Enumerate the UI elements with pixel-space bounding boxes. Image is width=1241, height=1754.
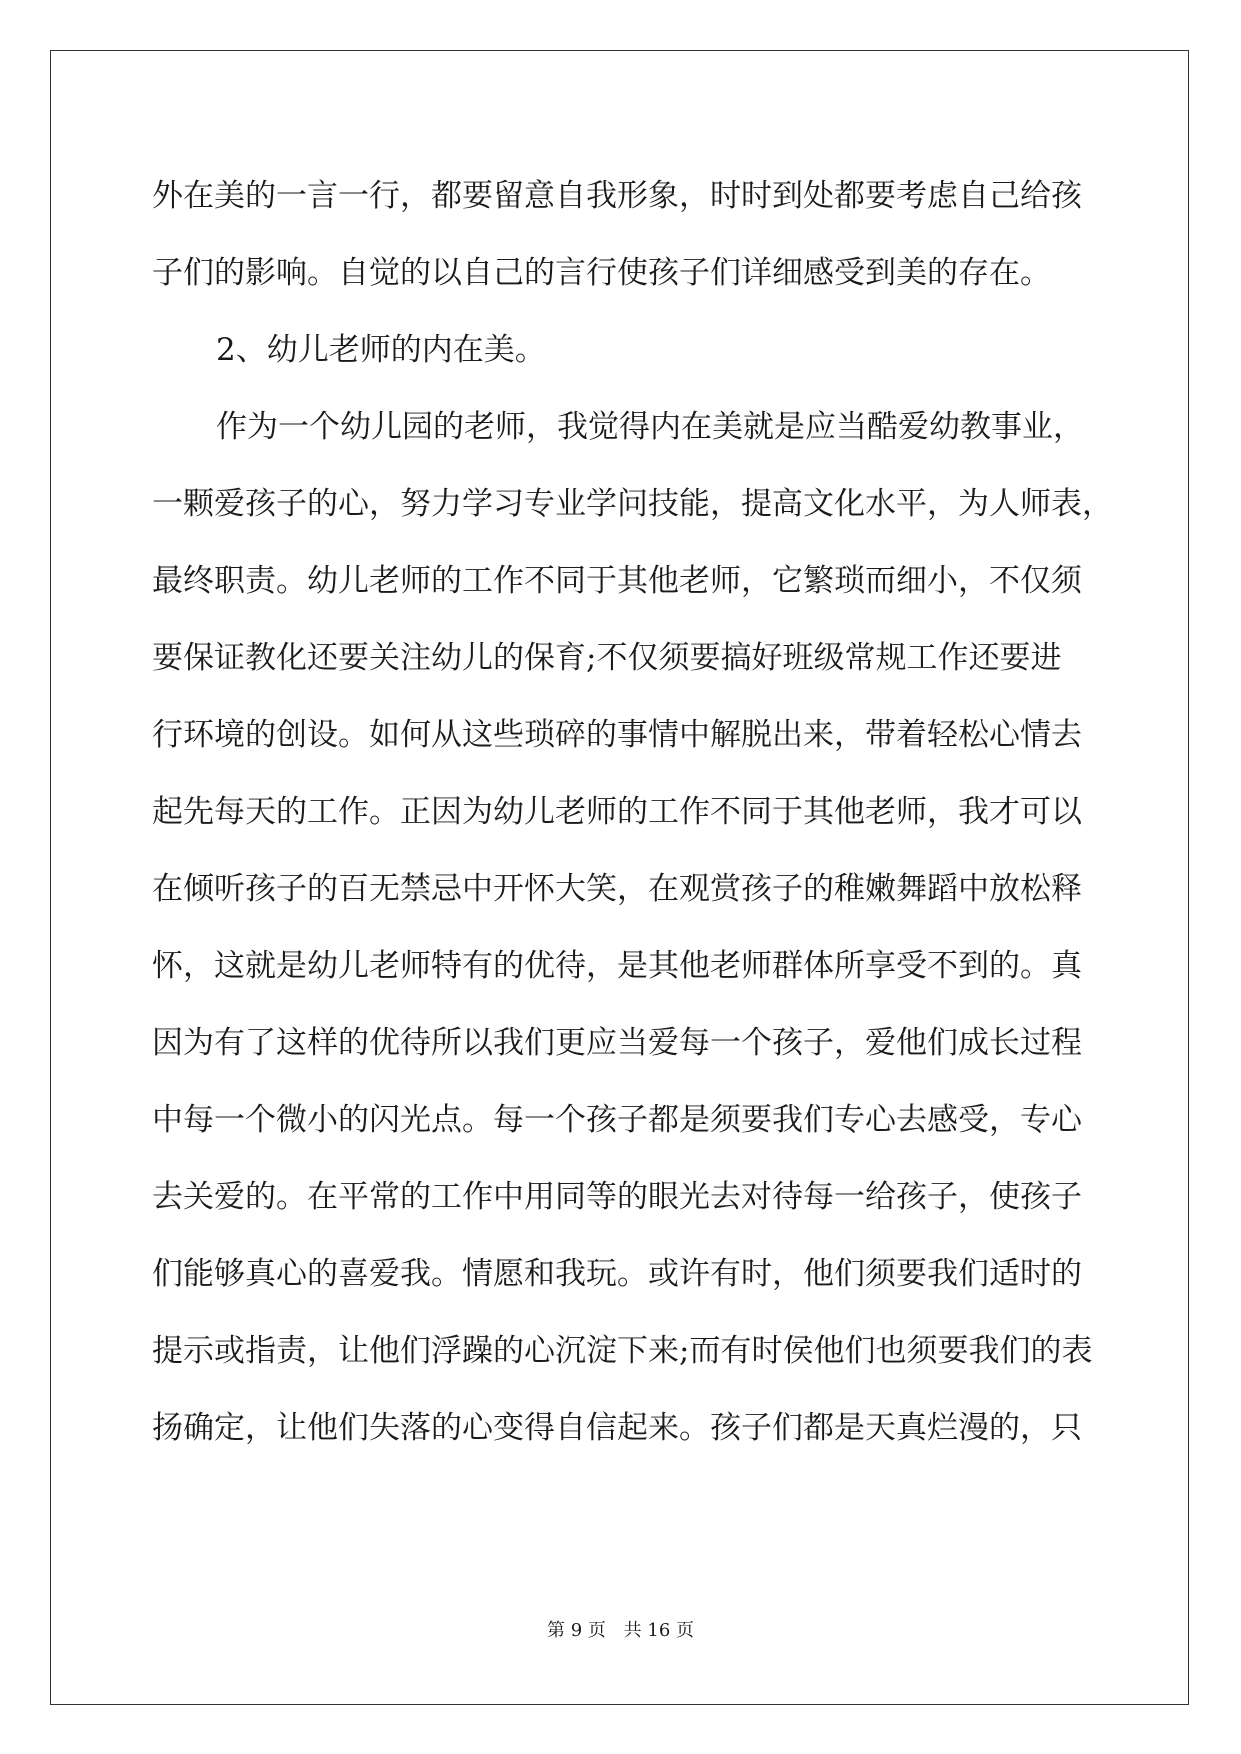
- text-line: 因为有了这样的优待所以我们更应当爱每一个孩子，爱他们成长过程: [152, 1025, 1082, 1061]
- text-line: 起先每天的工作。正因为幼儿老师的工作不同于其他老师，我才可以: [152, 794, 1082, 830]
- text-line: 扬确定，让他们失落的心变得自信起来。孩子们都是天真烂漫的，只: [152, 1410, 1082, 1446]
- document-body: [152, 158, 1113, 1467]
- text-line: 行环境的创设。如何从这些琐碎的事情中解脱出来，带着轻松心情去: [152, 717, 1082, 753]
- text-line: 2、幼儿老师的内在美。: [216, 332, 546, 368]
- text-line: 中每一个微小的闪光点。每一个孩子都是须要我们专心去感受，专心: [152, 1102, 1082, 1138]
- text-line: 一颗爱孩子的心，努力学习专业学问技能，提高文化水平，为人师表，: [152, 486, 1113, 522]
- text-line: 外在美的一言一行，都要留意自我形象，时时到处都要考虑自己给孩: [152, 178, 1082, 214]
- text-line: 作为一个幼儿园的老师，我觉得内在美就是应当酷爱幼教事业，: [216, 409, 1084, 445]
- page-total: 共 16 页: [623, 1620, 694, 1641]
- text-line: 在倾听孩子的百无禁忌中开怀大笑，在观赏孩子的稚嫩舞蹈中放松释: [152, 871, 1082, 907]
- text-line: 怀，这就是幼儿老师特有的优待，是其他老师群体所享受不到的。真: [152, 948, 1082, 984]
- text-line: 最终职责。幼儿老师的工作不同于其他老师，它繁琐而细小，不仅须: [152, 563, 1082, 599]
- page-number: 第 9 页: [547, 1620, 606, 1641]
- text-line: 提示或指责，让他们浮躁的心沉淀下来;而有时侯他们也须要我们的表: [152, 1333, 1093, 1369]
- text-line: 们能够真心的喜爱我。情愿和我玩。或许有时，他们须要我们适时的: [152, 1256, 1082, 1292]
- page-footer: [0, 1616, 1241, 1642]
- text-line: 去关爱的。在平常的工作中用同等的眼光去对待每一给孩子，使孩子: [152, 1179, 1082, 1215]
- text-line: 子们的影响。自觉的以自己的言行使孩子们详细感受到美的存在。: [152, 255, 1051, 291]
- text-line: 要保证教化还要关注幼儿的保育;不仅须要搞好班级常规工作还要进: [152, 640, 1062, 676]
